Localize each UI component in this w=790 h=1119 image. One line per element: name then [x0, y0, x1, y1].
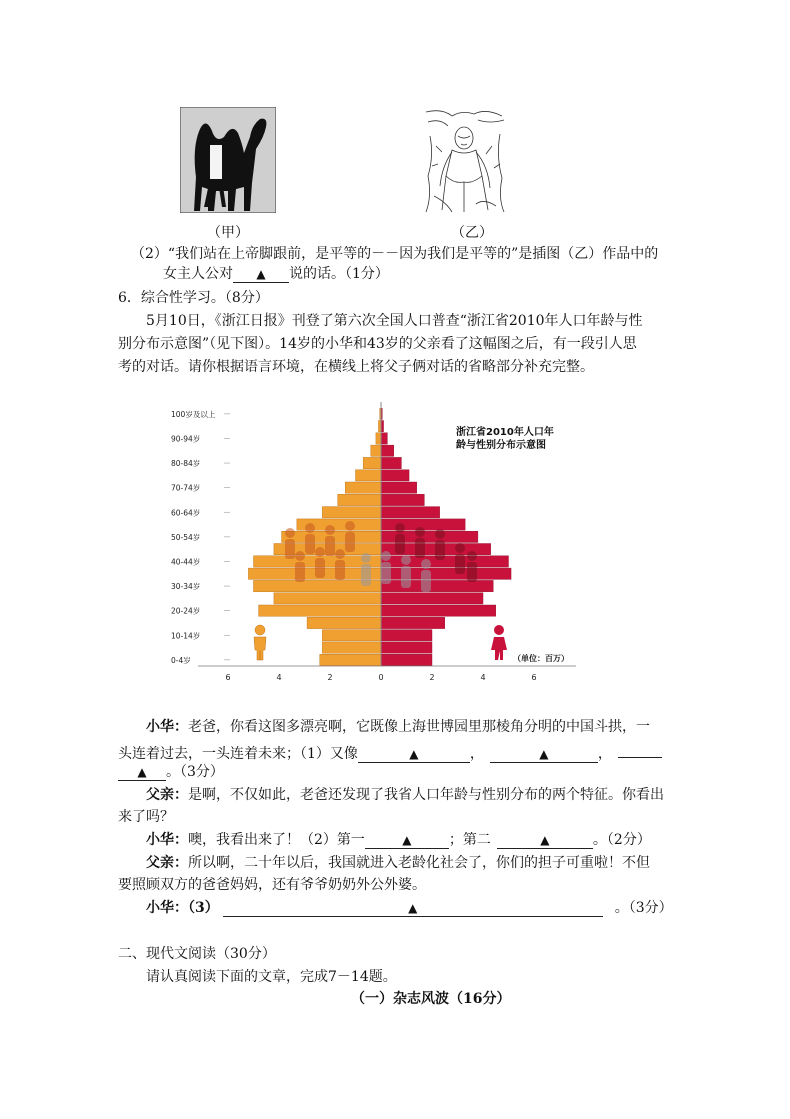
- d1-sep-2: ，: [597, 746, 612, 762]
- speaker-father-1: 父亲：: [146, 787, 188, 803]
- sketch-figure-image: [422, 106, 508, 216]
- speaker-father-2: 父亲：: [146, 855, 188, 871]
- blank-marker-icon: ▲: [409, 747, 419, 761]
- d1-blank-2[interactable]: [490, 746, 598, 763]
- bar-male-15-19岁: [307, 617, 381, 628]
- dialogue-1-text2: 头连着过去，一头连着未来；（1）又像: [118, 746, 358, 762]
- d3-blank-1[interactable]: [365, 832, 449, 849]
- dialogue-2-line1: [146, 786, 664, 804]
- bar-male-60-64岁: [322, 507, 381, 518]
- d1-sep-1: ，: [469, 746, 484, 762]
- bar-female-80-84岁: [381, 457, 401, 468]
- bar-female-60-64岁: [381, 507, 440, 518]
- caption-jia: （甲）: [207, 225, 249, 241]
- pyramid-svg: [168, 398, 578, 686]
- population-pyramid-chart: [168, 398, 578, 686]
- bar-male-5-9岁: [322, 642, 381, 653]
- d1-blank-3a[interactable]: [618, 741, 662, 758]
- bar-female-25-29岁: [381, 593, 483, 604]
- bar-male-80-84岁: [363, 457, 381, 468]
- q6-para-line2: 别分布示意图”（见下图）。14岁的小华和43岁的父亲看了这幅图之后，有一段引人思: [118, 336, 637, 352]
- q5-2-line2: [163, 265, 389, 283]
- bar-female-5-9岁: [381, 642, 432, 653]
- bar-male-85-89岁: [371, 445, 381, 456]
- y-tick-label: 100岁及以上: [171, 409, 216, 419]
- dialogue-4-line1: [146, 854, 650, 872]
- x-tick-label: 6: [225, 673, 231, 682]
- x-tick-label: 6: [531, 673, 537, 682]
- blank-marker-icon: ▲: [408, 901, 418, 915]
- q5-2-answer-blank[interactable]: [233, 266, 289, 283]
- q6-para-line1: 5月10日，《浙江日报》刊登了第六次全国人口普查“浙江省2010年人口年龄与性: [146, 313, 643, 329]
- dialogue-3-line: [146, 831, 651, 849]
- bar-female-70-74岁: [381, 482, 417, 493]
- bar-female-75-79岁: [381, 470, 409, 481]
- chart-title-line2: 龄与性别分布示意图: [456, 440, 546, 451]
- section2-instruction: 请认真阅读下面的文章，完成7－14题。: [146, 969, 397, 985]
- y-tick-label: 60-64岁: [171, 508, 201, 518]
- section2-heading: 二、现代文阅读（30分）: [118, 946, 276, 962]
- x-tick-label: 2: [429, 673, 435, 682]
- y-tick-label: 0-4岁: [171, 655, 191, 665]
- bar-male-0-4岁: [320, 654, 381, 665]
- bar-female-90-94岁: [381, 433, 387, 444]
- blank-marker-icon: ▲: [539, 747, 549, 761]
- bar-female-0-4岁: [381, 654, 432, 665]
- dialogue-5-post: 。（3分）: [614, 900, 673, 916]
- q5-2-line1: （2）“我们站在上帝脚跟前，是平等的－－因为我们是平等的”是插图（乙）作品中的: [131, 246, 659, 262]
- bar-female-30-34岁: [381, 580, 493, 591]
- bar-male-25-29岁: [274, 593, 381, 604]
- y-tick-label: 80-84岁: [171, 459, 201, 469]
- speaker-xiaohua-2: 小华：: [146, 832, 188, 848]
- dialogue-1-text1: 老爸，你看这图多漂亮啊，它既像上海世博园里那棱角分明的中国斗拱，一: [188, 719, 650, 735]
- bar-female-10-14岁: [381, 630, 432, 641]
- speaker-xiaohua-3: 小华：（3）: [146, 900, 219, 916]
- bar-male-20-24岁: [259, 605, 381, 616]
- bar-male-75-79岁: [356, 470, 382, 481]
- y-tick-label: 70-74岁: [171, 483, 201, 493]
- blank-marker-icon: ▲: [540, 833, 550, 847]
- caption-yi: （乙）: [451, 225, 493, 241]
- d5-long-blank[interactable]: [223, 900, 603, 917]
- dialogue-4-text1: 所以啊，二十年以后，我国就进入老龄化社会了，你们的担子可重啦！不但: [188, 855, 650, 871]
- dialogue-1-line3: [118, 763, 224, 781]
- bar-female-35-39岁: [381, 568, 511, 579]
- bar-male-10-14岁: [322, 630, 381, 641]
- illustration-jia: [180, 107, 276, 213]
- bar-female-20-24岁: [381, 605, 496, 616]
- y-tick-label: 40-44岁: [171, 557, 201, 567]
- camel-silhouette-image: [180, 107, 276, 213]
- y-tick-label: 30-34岁: [171, 582, 201, 592]
- y-tick-label: 20-24岁: [171, 606, 201, 616]
- speaker-xiaohua-1: 小华：: [146, 719, 188, 735]
- x-tick-label: 4: [480, 673, 486, 682]
- dialogue-1-text3: 。（3分）: [166, 764, 224, 780]
- blank-marker-icon: ▲: [137, 765, 147, 779]
- y-tick-label: 10-14岁: [171, 631, 201, 641]
- d1-blank-3b[interactable]: [118, 764, 166, 781]
- y-tick-label: 90-94岁: [171, 434, 201, 444]
- dialogue-5-line: [146, 899, 673, 917]
- dialogue-3-pre: 噢，我看出来了！（2）第一: [188, 832, 365, 848]
- d3-blank-2[interactable]: [497, 832, 593, 849]
- bar-female-65-69岁: [381, 494, 424, 505]
- x-tick-label: 0: [378, 673, 384, 682]
- dialogue-1-line1: [146, 718, 650, 736]
- dialogue-3-mid: ；第二: [448, 832, 491, 848]
- dialogue-3-post: 。（2分）: [592, 832, 651, 848]
- x-tick-label: 2: [327, 673, 333, 682]
- chart-unit-label: （单位：百万）: [513, 654, 569, 663]
- chart-title-line1: 浙江省2010年人口年: [456, 427, 554, 438]
- d1-blank-1[interactable]: [358, 746, 470, 763]
- section2-subtitle: （一）杂志风波（16分）: [351, 991, 511, 1007]
- q6-heading: 6．综合性学习。（8分）: [118, 290, 269, 306]
- bar-female-15-19岁: [381, 617, 445, 628]
- blank-marker-icon: ▲: [402, 833, 412, 847]
- dialogue-2-text1: 是啊，不仅如此，老爸还发现了我省人口年龄与性别分布的两个特征。你看出: [188, 787, 664, 803]
- bar-male-65-69岁: [338, 494, 381, 505]
- bar-male-70-74岁: [345, 482, 381, 493]
- q5-2-line2-pre: 女主人公对: [163, 266, 233, 282]
- dialogue-4-line2: 要照顾双方的爸爸妈妈，还有爷爷奶奶外公外婆。: [118, 877, 426, 893]
- dialogue-2-line2: 来了吗？: [118, 809, 174, 825]
- q5-2-line2-post: 说的话。（1分）: [289, 266, 389, 282]
- illustration-yi: [422, 106, 508, 216]
- blank-marker-icon: ▲: [256, 267, 266, 281]
- bar-female-85-89岁: [381, 445, 394, 456]
- x-tick-label: 4: [276, 673, 282, 682]
- bar-male-90-94岁: [376, 433, 381, 444]
- y-tick-label: 50-54岁: [171, 532, 201, 542]
- q6-para-line3: 考的对话。请你根据语言环境，在横线上将父子俩对话的省略部分补充完整。: [118, 359, 594, 375]
- dialogue-1-line2: [118, 741, 662, 763]
